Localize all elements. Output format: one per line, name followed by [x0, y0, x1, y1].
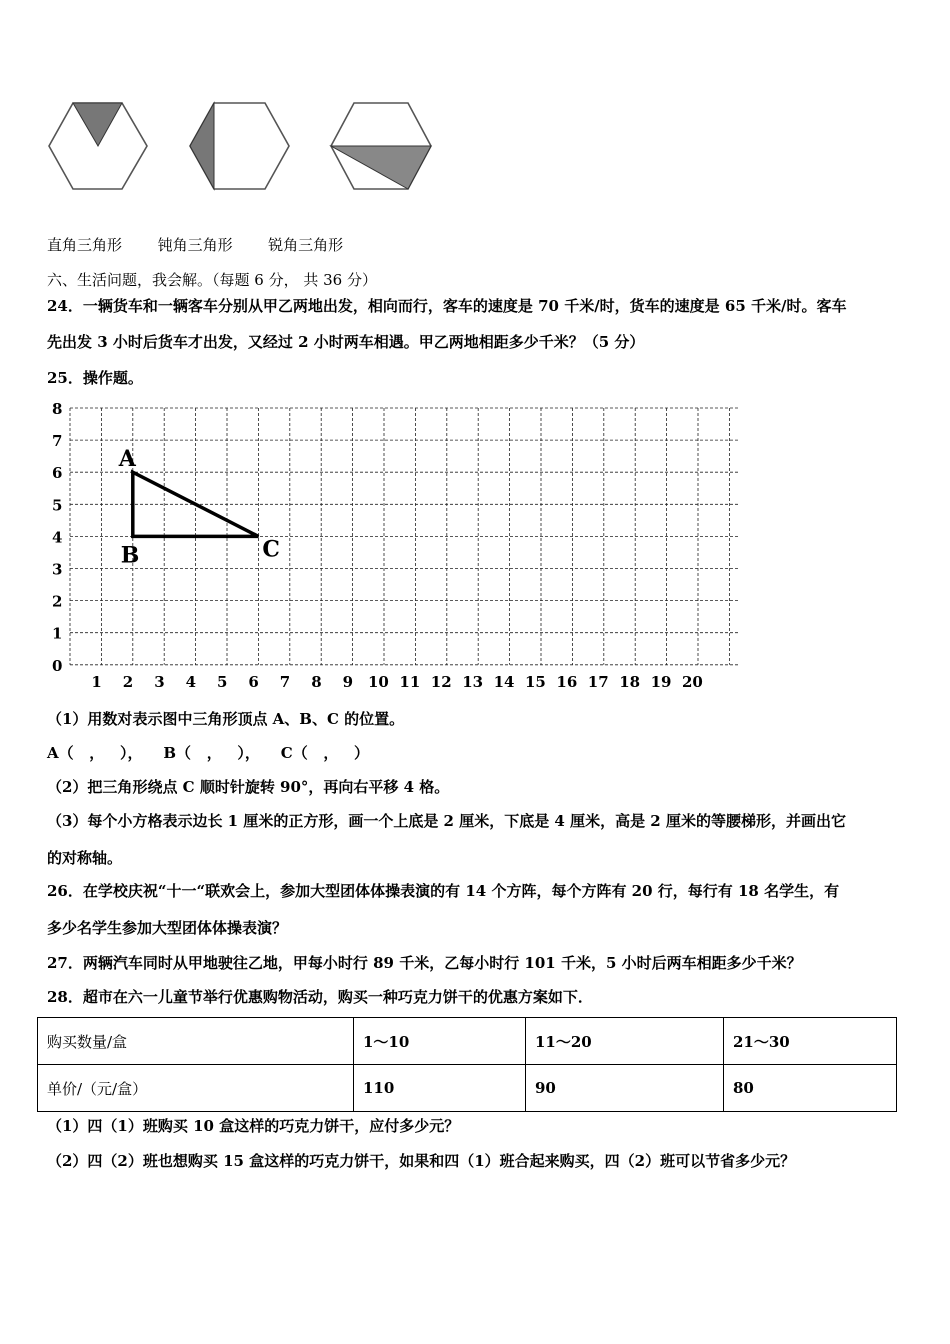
y-tick-label: 4 [52, 528, 63, 547]
x-tick-label: 11 [399, 672, 421, 690]
x-tick-label: 1 [91, 672, 102, 690]
label-acute-triangle: 锐角三角形 [268, 236, 344, 254]
table-cell: 购买数量/盒 [38, 1018, 354, 1065]
vertex-label: C [262, 536, 280, 563]
table-cell: 21～30 [724, 1018, 897, 1065]
x-tick-label: 17 [587, 672, 609, 690]
x-tick-label: 5 [217, 672, 228, 690]
q25-sub3-line1: （3）每个小方格表示边长 1 厘米的正方形，画一个上底是 2 厘米，下底是 4 厘米，高是 2 厘米的等腰梯形，并画出它 [47, 812, 846, 830]
y-tick-label: 6 [52, 464, 63, 483]
price-table [37, 1017, 897, 1112]
q24-line2: 先出发 3 小时后货车才出发，又经过 2 小时两车相遇。甲乙两地相距多少千米？（5 分） [47, 333, 645, 351]
x-tick-label: 14 [493, 672, 515, 690]
x-tick-label: 10 [368, 672, 389, 690]
vertex-label: A [118, 446, 136, 473]
hexagon-figures [40, 98, 460, 198]
q25-sub1: （1）用数对表示图中三角形顶点 A、B、C 的位置。 [47, 710, 405, 728]
x-tick-label: 19 [650, 672, 672, 690]
hexagon-obtuse-triangle [190, 103, 289, 189]
section-6-heading: 六、生活问题，我会解。（每题 6 分， 共 36 分） [47, 271, 377, 289]
q28-sub1: （1）四（1）班购买 10 盒这样的巧克力饼干，应付多少元？ [47, 1117, 460, 1135]
table-row [38, 1018, 897, 1065]
q27: 27．两辆汽车同时从甲地驶往乙地，甲每小时行 89 千米，乙每小时行 101 千米，5 小时后两车相距多少千米？ [47, 954, 802, 972]
q26-line1: 26．在学校庆祝“十一“联欢会上，参加大型团体体操表演的有 14 个方阵，每个方阵有 20 行，每行有 18 名学生，有 [47, 882, 840, 900]
vertex-label: B [120, 542, 140, 569]
q28-title: 28．超市在六一儿童节举行优惠购物活动，购买一种巧克力饼干的优惠方案如下． [47, 988, 593, 1006]
table-row [38, 1065, 897, 1112]
x-tick-label: 15 [525, 672, 546, 690]
q25-answer-line: A（ ， ）， B（ ， ）， C（ ， ） [47, 744, 370, 762]
x-tick-label: 7 [279, 672, 291, 690]
hexagon-acute-triangle [331, 103, 431, 189]
label-right-triangle: 直角三角形 [47, 236, 123, 254]
x-tick-label: 8 [311, 672, 322, 690]
y-tick-label: 8 [52, 400, 63, 418]
y-tick-label: 0 [52, 656, 63, 675]
hexagon-right-triangle [49, 103, 147, 189]
hexagon-labels [47, 235, 343, 255]
q28-sub2: （2）四（2）班也想购买 15 盒这样的巧克力饼干，如果和四（1）班合起来购买，四（2）班可以节省多少元？ [47, 1152, 796, 1170]
y-tick-label: 5 [52, 496, 63, 515]
coordinate-grid [40, 400, 740, 690]
label-obtuse-triangle: 钝角三角形 [157, 236, 233, 254]
x-tick-label: 16 [556, 672, 578, 690]
y-tick-label: 2 [52, 592, 63, 611]
table-cell: 80 [724, 1065, 897, 1112]
x-tick-label: 2 [122, 672, 134, 690]
table-cell: 11～20 [526, 1018, 724, 1065]
q26-line2: 多少名学生参加大型团体体操表演？ [47, 919, 288, 937]
x-tick-label: 4 [185, 672, 197, 690]
x-tick-label: 3 [154, 672, 165, 690]
table-cell: 1～10 [354, 1018, 526, 1065]
x-tick-label: 12 [430, 672, 452, 690]
table-cell: 90 [526, 1065, 724, 1112]
table-cell: 110 [354, 1065, 526, 1112]
x-tick-label: 6 [248, 672, 259, 690]
q25-sub3-line2: 的对称轴。 [47, 849, 123, 867]
y-tick-label: 7 [52, 432, 63, 451]
q24-line1: 24．一辆货车和一辆客车分别从甲乙两地出发，相向而行，客车的速度是 70 千米/时，货车的速度是 65 千米/时。客车 [47, 297, 847, 315]
x-tick-label: 9 [342, 672, 354, 690]
x-tick-label: 13 [462, 672, 484, 690]
x-tick-label: 20 [682, 672, 703, 690]
x-tick-label: 18 [619, 672, 641, 690]
y-tick-label: 3 [52, 560, 63, 579]
q25-sub2: （2）把三角形绕点 C 顺时针旋转 90°，再向右平移 4 格。 [47, 778, 450, 796]
q25-title: 25．操作题。 [47, 369, 143, 387]
y-tick-label: 1 [52, 624, 63, 643]
table-cell: 单价/（元/盒） [38, 1065, 354, 1112]
